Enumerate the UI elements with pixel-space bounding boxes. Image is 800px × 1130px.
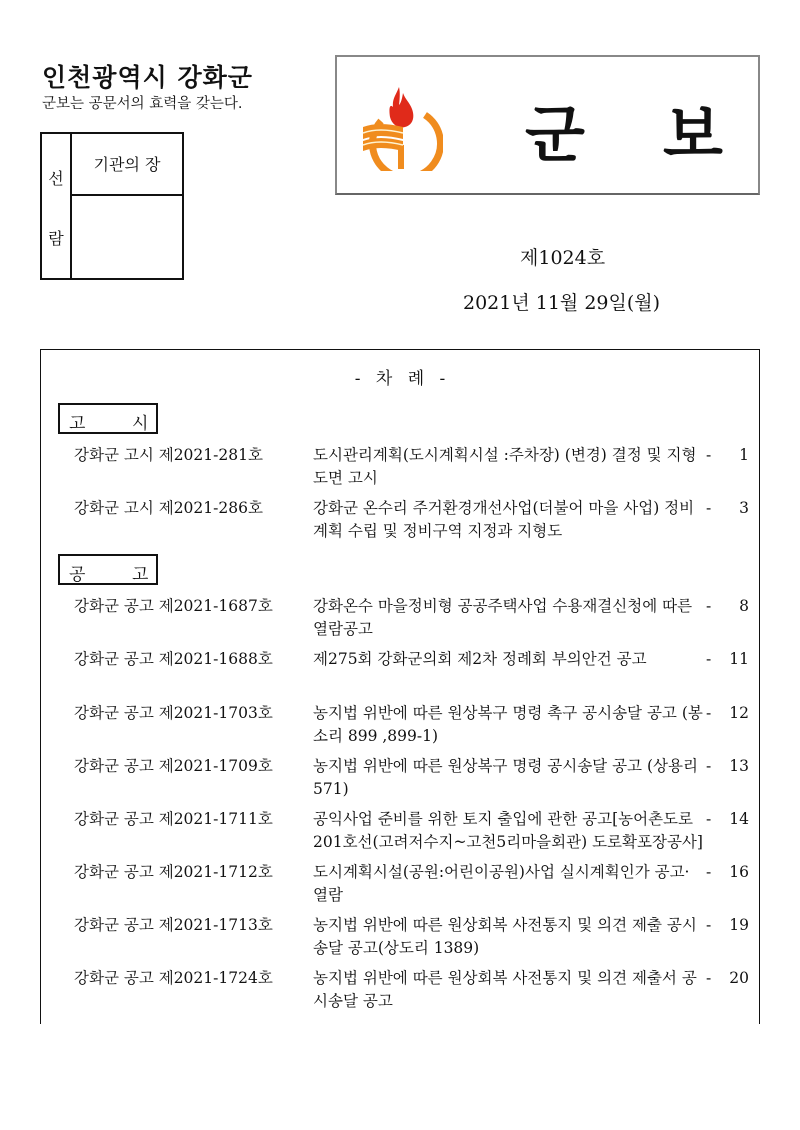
category-notice-label [58, 403, 158, 434]
entry-number: 강화군 고시 제2021-286호 [74, 499, 263, 517]
masthead [335, 55, 760, 195]
entry-number: 강화군 고시 제2021-281호 [74, 446, 263, 464]
organization-subtitle: 군보는 공문서의 효력을 갖는다. [42, 96, 243, 112]
review-box [40, 132, 184, 280]
entry-dash: - [706, 597, 712, 615]
entry-number: 강화군 공고 제2021-1687호 [74, 597, 273, 615]
review-side-column [42, 134, 72, 278]
entry-title: 농지법 위반에 따른 원상복구 명령 공시송달 공고 (상용리 571) [313, 757, 698, 798]
entry-dash: - [706, 757, 712, 775]
entry-number: 강화군 공고 제2021-1713호 [74, 916, 273, 934]
review-side-label-top: 선 [48, 169, 64, 188]
entry-dash: - [706, 969, 712, 987]
category-label-char: 고 [69, 414, 86, 434]
entry-number: 강화군 공고 제2021-1712호 [74, 863, 273, 881]
entry-title: 공익사업 준비를 위한 토지 출입에 관한 공고[농어촌도로 201호선(고려저수지~고천5리마을회관) 도로확포장공사] [313, 810, 703, 851]
category-label-char: 시 [132, 414, 149, 434]
entry-page: 11 [729, 650, 749, 668]
entry-dash: - [706, 446, 712, 464]
entry-title: 강화온수 마을정비형 공공주택사업 수용재결신청에 따른 열람공고 [313, 597, 693, 638]
table-of-contents [40, 349, 760, 1024]
entry-page: 8 [739, 597, 749, 615]
review-side-label-bottom: 람 [48, 229, 64, 248]
masthead-title-char-1: 군 [525, 98, 585, 171]
entry-title: 제275회 강화군의회 제2차 정례회 부의안건 공고 [313, 650, 647, 668]
organization-title: 인천광역시 강화군 [42, 63, 253, 92]
entry-page: 1 [739, 446, 749, 464]
entry-number: 강화군 공고 제2021-1724호 [74, 969, 273, 987]
category-announcement-label [58, 554, 158, 585]
entry-dash: - [706, 810, 712, 828]
issue-date: 2021년 11월 29일(월) [463, 292, 661, 314]
entry-title: 도시계획시설(공원:어린이공원)사업 실시계획인가 공고·열람 [313, 863, 690, 904]
entry-title: 농지법 위반에 따른 원상회복 사전통지 및 의견 제출 공시송달 공고(상도리 1389) [313, 916, 697, 957]
entry-title: 농지법 위반에 따른 원상복구 명령 촉구 공시송달 공고 (봉소리 899 ,899-1) [313, 704, 703, 745]
entry-title: 도시관리계획(도시계획시설 :주차장) (변경) 결정 및 지형도면 고시 [313, 446, 697, 487]
entry-page: 12 [729, 704, 749, 722]
entry-number: 강화군 공고 제2021-1709호 [74, 757, 273, 775]
toc-heading: - 차 례 - [354, 369, 446, 389]
masthead-title-char-2: 보 [663, 98, 723, 171]
entry-number: 강화군 공고 제2021-1711호 [74, 810, 273, 828]
entry-number: 강화군 공고 제2021-1688호 [74, 650, 273, 668]
entry-dash: - [706, 704, 712, 722]
entry-page: 3 [739, 499, 749, 517]
gangwha-county-emblem-icon [359, 85, 443, 171]
entry-number: 강화군 공고 제2021-1703호 [74, 704, 273, 722]
entry-title: 강화군 온수리 주거환경개선사업(더불어 마을 사업) 정비계획 수립 및 정비구역 지정과 지형도 [313, 499, 695, 540]
review-row-label: 기관의 장 [72, 134, 182, 196]
entry-title: 농지법 위반에 따른 원상회복 사전통지 및 의견 제출서 공시송달 공고 [313, 969, 697, 1010]
category-label-char: 공 [69, 565, 86, 585]
entry-dash: - [706, 650, 712, 668]
entry-page: 19 [729, 916, 749, 934]
issue-number: 제1024호 [520, 247, 606, 269]
category-label-char: 고 [132, 565, 149, 585]
entry-page: 14 [729, 810, 749, 828]
entry-page: 13 [729, 757, 749, 775]
entry-page: 16 [729, 863, 749, 881]
entry-dash: - [706, 499, 712, 517]
entry-dash: - [706, 916, 712, 934]
entry-dash: - [706, 863, 712, 881]
entry-page: 20 [729, 969, 749, 987]
